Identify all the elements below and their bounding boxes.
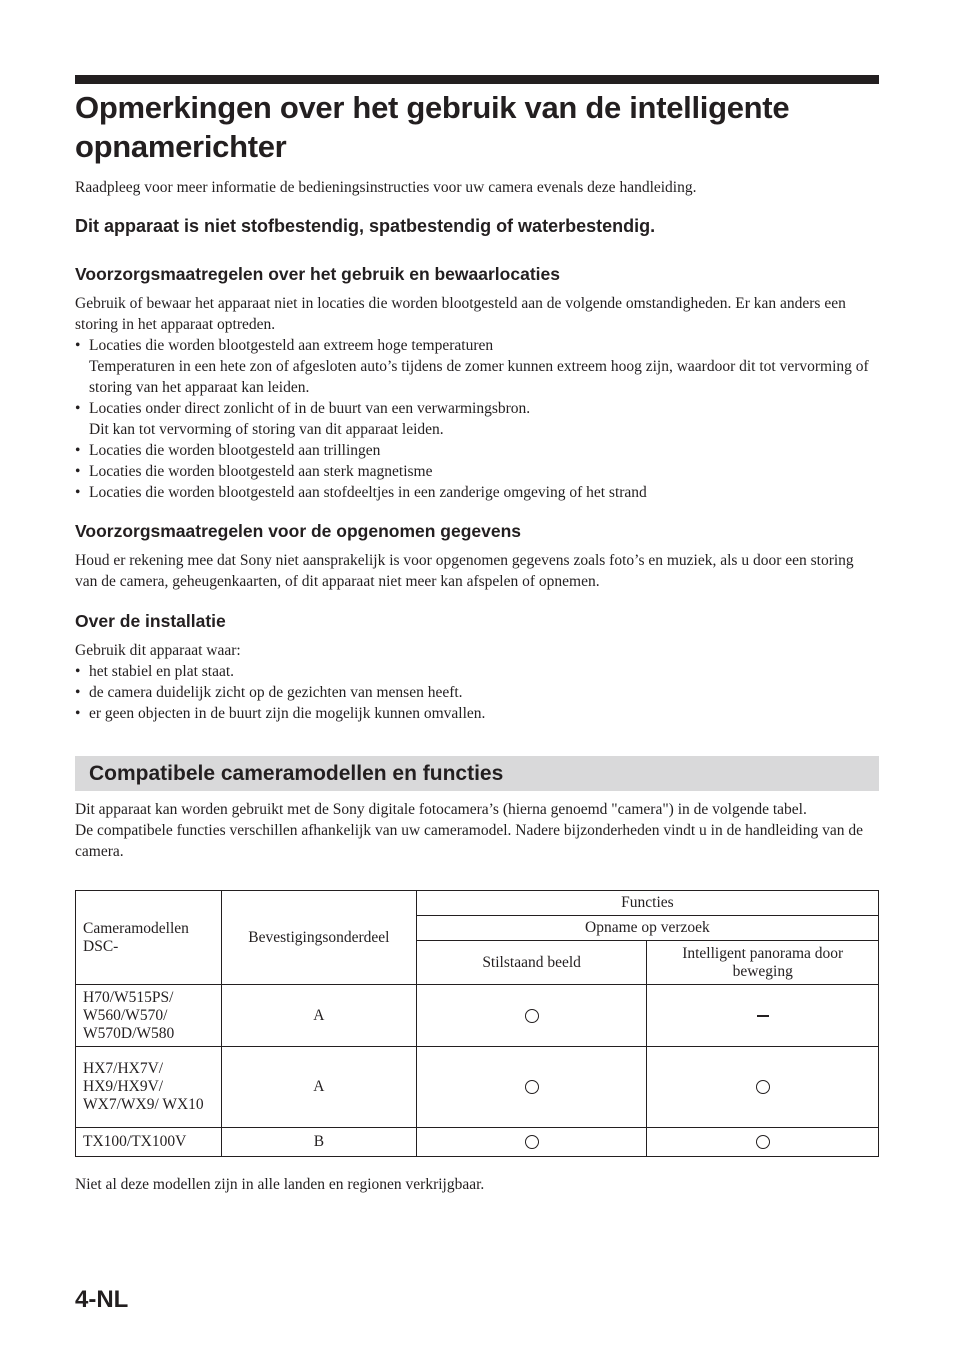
cell-mount: A	[221, 1047, 416, 1128]
page-title: Opmerkingen over het gebruik van de intelligente opnamerichter	[75, 90, 790, 164]
header-models: Cameramodellen DSC-	[76, 891, 222, 985]
list-item-main: er geen objecten in de buurt zijn die mogelijk kunnen omvallen.	[89, 705, 486, 722]
compat-table	[75, 890, 879, 1157]
band-heading: Compatibele cameramodellen en functies	[89, 762, 504, 785]
cell-models: H70/W515PS/ W560/W570/ W570D/W580	[76, 985, 222, 1047]
list-item: • de camera duidelijk zicht op de gezichten van mensen heeft.	[75, 684, 463, 701]
section-text: Gebruik of bewaar het apparaat niet in locaties die worden blootgesteld aan de volgende omstandigheden. Er kan anders een storing in het apparaat optreden.	[75, 295, 846, 333]
cell-panorama	[647, 1047, 879, 1128]
table-row	[76, 985, 879, 1047]
bullet-list	[75, 661, 879, 724]
list-item-sub: Dit kan tot vervorming of storing van dit apparaat leiden.	[89, 421, 444, 438]
list-item-sub: Temperaturen in een hete zon of afgesloten auto’s tijdens de zomer kunnen extreem hoog zijn, waardoor dit tot vervorming of storing van het apparaat kan leiden.	[89, 358, 869, 396]
section-text: Houd er rekening mee dat Sony niet aansprakelijk is voor opgenomen gegevens zoals foto’s en muziek, als u door een storing van de camera, geheugenkaarten, of dit apparaat niet meer kan afspelen of opnemen.	[75, 552, 854, 590]
top-rule	[75, 75, 879, 84]
section-heading: Over de installatie	[75, 611, 226, 631]
table-header-row	[76, 891, 879, 916]
circle-icon	[525, 1080, 539, 1094]
list-item: • Locaties die worden blootgesteld aan extreem hoge temperaturen Temperaturen in een hete zon of afgesloten auto’s tijdens de zomer kunnen extreem hoog zijn, waardoor dit tot vervorming of storing van het apparaat kan leiden.	[75, 337, 869, 396]
section-usage-storage	[75, 263, 879, 503]
table-row	[76, 1047, 879, 1128]
section-band	[75, 756, 879, 791]
footnote: Niet al deze modellen zijn in alle landen en regionen verkrijgbaar.	[75, 1176, 485, 1193]
list-item: • Locaties onder direct zonlicht of in de buurt van een verwarmingsbron. Dit kan tot vervorming of storing van dit apparaat leiden.	[75, 400, 531, 438]
section-text: Gebruik dit apparaat waar:	[75, 642, 241, 659]
cell-mount: B	[221, 1128, 416, 1157]
intro-text: Raadpleeg voor meer informatie de bedieningsinstructies voor uw camera evenals deze handleiding.	[75, 179, 697, 196]
list-item: • Locaties die worden blootgesteld aan trillingen	[75, 442, 381, 459]
compat-paragraph-1: Dit apparaat kan worden gebruikt met de Sony digitale fotocamera’s (hierna genoemd "camera") in de volgende tabel.	[75, 801, 807, 818]
list-item-main: de camera duidelijk zicht op de gezichten van mensen heeft.	[89, 684, 463, 701]
cell-still	[416, 1047, 647, 1128]
header-still: Stilstaand beeld	[416, 941, 647, 985]
list-item-main: Locaties die worden blootgesteld aan trillingen	[89, 442, 381, 459]
cell-panorama	[647, 1128, 879, 1157]
cell-models: TX100/TX100V	[76, 1128, 222, 1157]
list-item: • het stabiel en plat staat.	[75, 663, 235, 680]
cell-still	[416, 985, 647, 1047]
warning-text: Dit apparaat is niet stofbestendig, spatbestendig of waterbestendig.	[75, 216, 656, 236]
compat-text	[75, 799, 879, 862]
list-item: • er geen objecten in de buurt zijn die mogelijk kunnen omvallen.	[75, 705, 486, 722]
section-recorded-data	[75, 520, 879, 592]
header-mount: Bevestigingsonderdeel	[221, 891, 416, 985]
circle-icon	[525, 1135, 539, 1149]
section-heading: Voorzorgsmaatregelen over het gebruik en bewaarlocaties	[75, 264, 560, 284]
cell-still	[416, 1128, 647, 1157]
table-row	[76, 1128, 879, 1157]
list-item-main: het stabiel en plat staat.	[89, 663, 235, 680]
circle-icon	[525, 1009, 539, 1023]
dash-icon	[757, 1015, 769, 1016]
cell-mount: A	[221, 985, 416, 1047]
list-item: • Locaties die worden blootgesteld aan sterk magnetisme	[75, 463, 433, 480]
list-item-main: Locaties die worden blootgesteld aan sterk magnetisme	[89, 463, 433, 480]
cell-panorama	[647, 985, 879, 1047]
list-item: • Locaties die worden blootgesteld aan stofdeeltjes in een zanderige omgeving of het strand	[75, 484, 647, 501]
bullet-list	[75, 335, 879, 503]
circle-icon	[756, 1080, 770, 1094]
header-functions: Functies	[416, 891, 878, 916]
circle-icon	[756, 1135, 770, 1149]
page-number: 4-NL	[75, 1286, 129, 1313]
header-on-request: Opname op verzoek	[416, 916, 878, 941]
list-item-main: Locaties onder direct zonlicht of in de buurt van een verwarmingsbron.	[89, 400, 531, 417]
compat-paragraph-2: De compatibele functies verschillen afhankelijk van uw cameramodel. Nadere bijzonderheden vindt u in de handleiding van de camera.	[75, 822, 864, 860]
cell-models: HX7/HX7V/ HX9/HX9V/ WX7/WX9/ WX10	[76, 1047, 222, 1128]
list-item-main: Locaties die worden blootgesteld aan extreem hoge temperaturen	[89, 337, 494, 354]
section-heading: Voorzorgsmaatregelen voor de opgenomen gegevens	[75, 521, 522, 541]
header-panorama: Intelligent panorama door beweging	[647, 941, 879, 985]
list-item-main: Locaties die worden blootgesteld aan stofdeeltjes in een zanderige omgeving of het strand	[89, 484, 647, 501]
section-installation	[75, 610, 879, 724]
